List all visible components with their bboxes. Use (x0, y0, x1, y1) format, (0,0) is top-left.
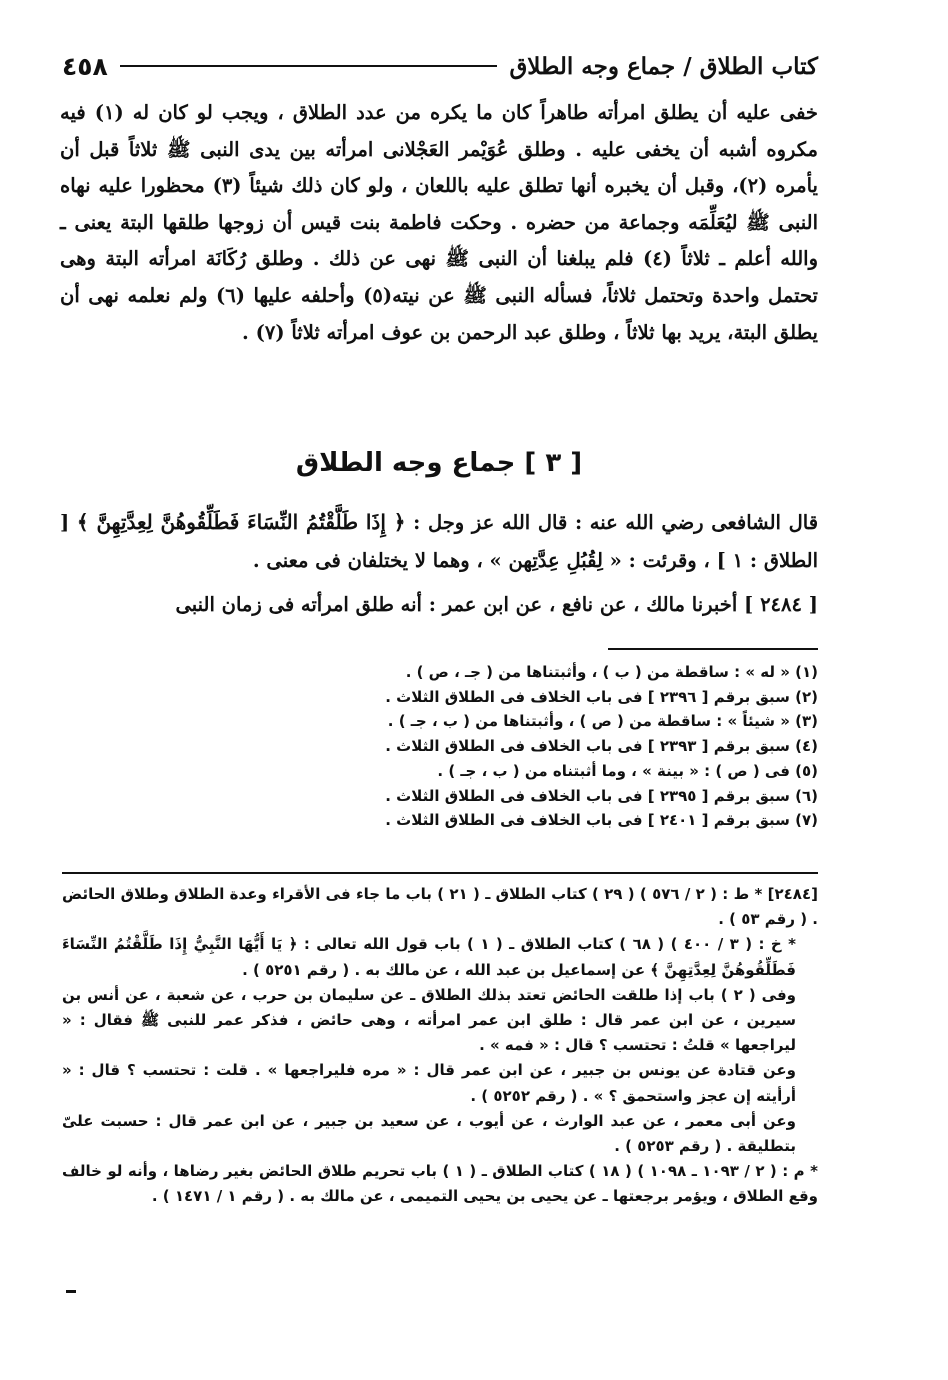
takhrij-rule (62, 872, 818, 874)
takhrij-muslim: * م : ( ٢ / ١٠٩٣ ـ ١٠٩٨ ) ( ١٨ ) كتاب الطلاق ـ ( ١ ) باب تحريم طلاق الحائض بغير رضاها ، وأنه لو خالف وقع الطلاق ، ويؤمر برجعتها ـ عن يحيى بن يحيى التميمى ، عن مالك به . ( رقم ١ / ١٤٧١ ) . (62, 1162, 818, 1206)
page-number: ٤٥٨ (62, 51, 108, 81)
takhrij-bukhari-4: وعن أبى معمر ، عن عبد الوارث ، عن أيوب ، عن سعيد بن جبير ، عن ابن عمر قال : حسبت علىّ بتطليقة . ( رقم ٥٢٥٣ ) . (62, 1111, 796, 1156)
footnote: (٧) سبق برقم [ ٢٤٠١ ] فى باب الخلاف فى الطلاق الثلاث . (385, 811, 818, 830)
takhrij-notes (62, 882, 818, 1210)
footnote: (١) « له » : ساقطة من ( ب ) ، وأثبتناها من ( جـ ، ص ) . (405, 663, 818, 681)
shafii-paragraph (60, 503, 818, 580)
takhrij-bukhari-1: * خ : ( ٣ / ٤٠٠ ) ( ٦٨ ) كتاب الطلاق ـ ( ١ ) باب قول الله تعالى : ﴿ يَا أَيُّهَا النَّبِيُّ إِذَا طَلَّقْتُمُ النِّسَاءَ فَطَلِّقُوهُنَّ لِعِدَّتِهِنَّ ﴾ عن إسماعيل بن عبد الله ، عن مالك به . ( رقم ٥٢٥١ ) . (62, 935, 796, 979)
footnote: (٤) سبق برقم [ ٢٣٩٣ ] فى باب الخلاف فى الطلاق الثلاث . (385, 737, 818, 756)
end-mark (66, 1290, 76, 1293)
section-heading: [ ٣ ] جماع وجه الطلاق (295, 448, 583, 478)
footnote: (٥) فى ( ص ) : « بينة » ، وما أثبتناه من ( ب ، جـ ) . (437, 761, 818, 780)
footnote: (٢) سبق برقم [ ٢٣٩٦ ] فى باب الخلاف فى الطلاق الثلاث . (385, 687, 818, 706)
shafii-intro: قال الشافعى رضي الله عنه : قال الله عز وجل : (413, 511, 819, 534)
footnotes (385, 660, 818, 833)
hadith-start: [ ٢٤٨٤ ] أخبرنا مالك ، عن نافع ، عن ابن عمر : أنه طلق امرأته فى زمان النبى (175, 593, 818, 616)
main-paragraph: خفى عليه أن يطلق امرأته طاهراً كان ما يكره من عدد الطلاق ، ويجب لو كان له (١) فيه مكروه أشبه أن يخفى عليه . وطلق عُوَيْمر العَجْلانى امرأته بين يدى النبى ﷺ ثلاثاً قبل أن يأمره (٢)، وقبل أن يخبره أنها تطلق عليه باللعان ، ولو كان ذلك شيئاً (٣) محظورا عليه نهاه النبى ﷺ ليُعَلِّمَه وجماعة من حضره . وحكت فاطمة بنت قيس أن زوجها طلقها البتة يعنى ـ والله أعلم ـ ثلاثاً (٤) فلم يبلغنا أن النبى ﷺ نهى عن ذلك . وطلق رُكَانَة امرأته البتة وهى تحتمل واحدة وتحتمل ثلاثاً، فسأله النبى ﷺ عن نيته(٥) وأحلفه عليها (٦) ولم نعلمه نهى أن يطلق البتة، يريد بها ثلاثاً ، وطلق عبد الرحمن بن عوف امرأته ثلاثاً (٧) . (60, 101, 818, 344)
shafii-rest: [ الطلاق : ١ ] ، وقرئت : « لِقُبُلِ عِدَّتِهن » ، وهما لا يختلفان فى معنى . (60, 511, 818, 572)
footnote-rule (608, 648, 818, 650)
footnote: (٣) « شيئاً » : ساقطة من ( ص ) ، وأثبتناها من ( ب ، جـ ) . (387, 712, 818, 731)
section-body (60, 503, 818, 630)
takhrij-bukhari-3: وعن قتادة عن يونس بن جبير ، عن ابن عمر قال : « مره فليراجعها » . قلت : تحتسب ؟ قال : « أرأيته إن عجز واستحمق ؟ » . ( رقم ٥٢٥٢ ) . (62, 1061, 796, 1105)
takhrij-muwatta: [٢٤٨٤] * ط : ( ٢ / ٥٧٦ ) ( ٢٩ ) كتاب الطلاق ـ ( ٢١ ) باب ما جاء فى الأقراء وعدة الطلاق وطلاق الحائض . ( رقم ٥٣ ) . (62, 885, 818, 929)
page-header (62, 46, 818, 86)
main-text (60, 95, 818, 351)
footnote: (٦) سبق برقم [ ٢٣٩٥ ] فى باب الخلاف فى الطلاق الثلاث . (385, 786, 818, 805)
quran-verse: ﴿ إِذَا طَلَّقْتُمُ النِّسَاءَ فَطَلِّقُوهُنَّ لِعِدَّتِهِنَّ ﴾ (76, 510, 406, 534)
running-title: كتاب الطلاق / جماع وجه الطلاق (509, 52, 818, 80)
takhrij-bukhari-2: وفى ( ٢ ) باب إذا طلقت الحائض تعتد بذلك الطلاق ـ عن سليمان بن حرب ، عن شعبة ، عن أنس بن سيرين ، عن ابن عمر قال : طلق ابن عمر امرأته ، وهى حائض ، فذكر عمر للنبى ﷺ فقال : « ليراجعها » قلتُ : تحتسب ؟ قال : « فمه » . (62, 985, 797, 1055)
header-rule (120, 65, 498, 67)
